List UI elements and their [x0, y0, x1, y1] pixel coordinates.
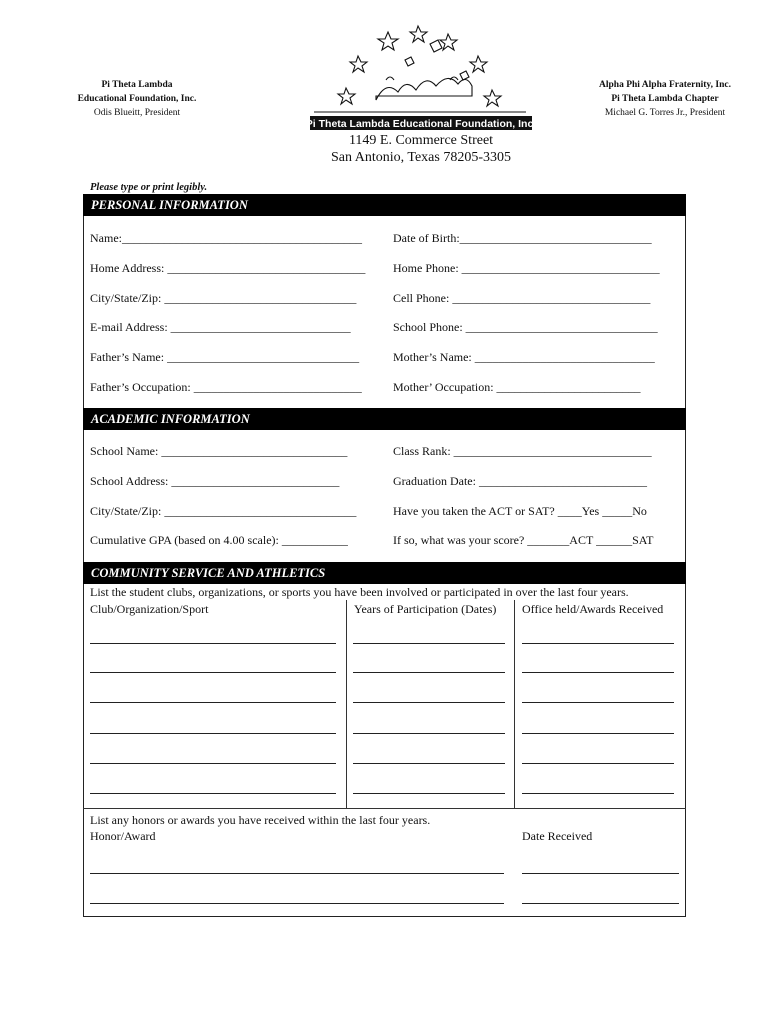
years-entry-line[interactable]	[353, 643, 505, 644]
graduation-date-field[interactable]: Graduation Date: ____________________________	[393, 474, 647, 488]
school-phone-field[interactable]: School Phone: ________________________________	[393, 320, 658, 334]
mother-name-field[interactable]: Mother’s Name: ______________________________	[393, 350, 655, 364]
office-entry-line[interactable]	[522, 763, 674, 764]
office-entry-line[interactable]	[522, 702, 674, 703]
home-phone-field[interactable]: Home Phone: _________________________________	[393, 261, 660, 275]
foundation-name: Pi Theta Lambda	[101, 80, 173, 90]
act-sat-field[interactable]: Have you taken the ACT or SAT? ____Yes _____No	[393, 504, 647, 518]
school-name-field[interactable]: School Name: _______________________________	[90, 444, 348, 458]
class-rank-field[interactable]: Class Rank: _________________________________	[393, 444, 652, 458]
foundation-president: Odis Blueitt, President	[93, 108, 181, 118]
chapter-name: Pi Theta Lambda Chapter	[611, 94, 719, 104]
section-community-header: COMMUNITY SERVICE AND ATHLETICS	[83, 562, 686, 584]
office-entry-line[interactable]	[522, 672, 674, 673]
honors-instruction: List any honors or awards you have received within the last four years.	[90, 813, 431, 827]
column-years: Years of Participation (Dates)	[354, 602, 497, 616]
street-address: 1149 E. Commerce Street	[348, 133, 494, 148]
honor-entry-line[interactable]	[90, 873, 504, 874]
club-entry-line[interactable]	[90, 672, 336, 673]
father-name-field[interactable]: Father’s Name: ________________________________	[90, 350, 360, 364]
city-state-zip-field[interactable]: City/State/Zip: ________________________________	[90, 291, 357, 305]
column-office: Office held/Awards Received	[522, 602, 664, 616]
office-entry-line[interactable]	[522, 733, 674, 734]
club-entry-line[interactable]	[90, 733, 336, 734]
home-address-field[interactable]: Home Address: _________________________________	[90, 261, 366, 275]
dob-field[interactable]: Date of Birth:________________________________	[393, 231, 652, 245]
father-occupation-field[interactable]: Father’s Occupation: ____________________________	[90, 380, 362, 394]
logo-text: Pi Theta Lambda Educational Foundation, Inc.	[305, 118, 537, 130]
years-entry-line[interactable]	[353, 672, 505, 673]
column-date-received: Date Received	[522, 829, 593, 843]
column-divider	[346, 600, 347, 808]
column-divider	[514, 600, 515, 808]
office-entry-line[interactable]	[522, 793, 674, 794]
instruction-note: Please type or print legibly.	[90, 182, 208, 193]
date-entry-line[interactable]	[522, 903, 679, 904]
city-address: San Antonio, Texas 78205-3305	[331, 150, 511, 165]
office-entry-line[interactable]	[522, 643, 674, 644]
foundation-subname: Educational Foundation, Inc.	[77, 94, 197, 104]
mother-occupation-field[interactable]: Mother’ Occupation: ________________________	[393, 380, 641, 394]
school-city-state-zip-field[interactable]: City/State/Zip: ________________________________	[90, 504, 357, 518]
cell-phone-field[interactable]: Cell Phone: _________________________________	[393, 291, 651, 305]
section-divider	[83, 808, 686, 809]
years-entry-line[interactable]	[353, 733, 505, 734]
test-score-field[interactable]: If so, what was your score? _______ACT ______SAT	[393, 533, 654, 547]
club-entry-line[interactable]	[90, 643, 336, 644]
section-academic-header: ACADEMIC INFORMATION	[83, 408, 686, 430]
years-entry-line[interactable]	[353, 702, 505, 703]
chapter-president: Michael G. Torres Jr., President	[604, 108, 726, 118]
school-address-field[interactable]: School Address: ____________________________	[90, 474, 340, 488]
date-entry-line[interactable]	[522, 873, 679, 874]
years-entry-line[interactable]	[353, 763, 505, 764]
honor-entry-line[interactable]	[90, 903, 504, 904]
gpa-field[interactable]: Cumulative GPA (based on 4.00 scale): ___________	[90, 533, 348, 547]
fraternity-name: Alpha Phi Alpha Fraternity, Inc.	[599, 80, 731, 90]
column-honor: Honor/Award	[90, 829, 156, 843]
foundation-logo	[300, 20, 540, 135]
club-entry-line[interactable]	[90, 702, 336, 703]
community-instruction: List the student clubs, organizations, or sports you have been involved or participated in over the last four years.	[90, 585, 629, 599]
fraternity-header	[588, 78, 742, 120]
column-club: Club/Organization/Sport	[90, 602, 209, 616]
years-entry-line[interactable]	[353, 793, 505, 794]
club-entry-line[interactable]	[90, 763, 336, 764]
email-field[interactable]: E-mail Address: ______________________________	[90, 320, 351, 334]
section-personal-header: PERSONAL INFORMATION	[83, 194, 686, 216]
name-field[interactable]: Name:________________________________________	[90, 231, 362, 245]
club-entry-line[interactable]	[90, 793, 336, 794]
foundation-header	[62, 78, 212, 120]
